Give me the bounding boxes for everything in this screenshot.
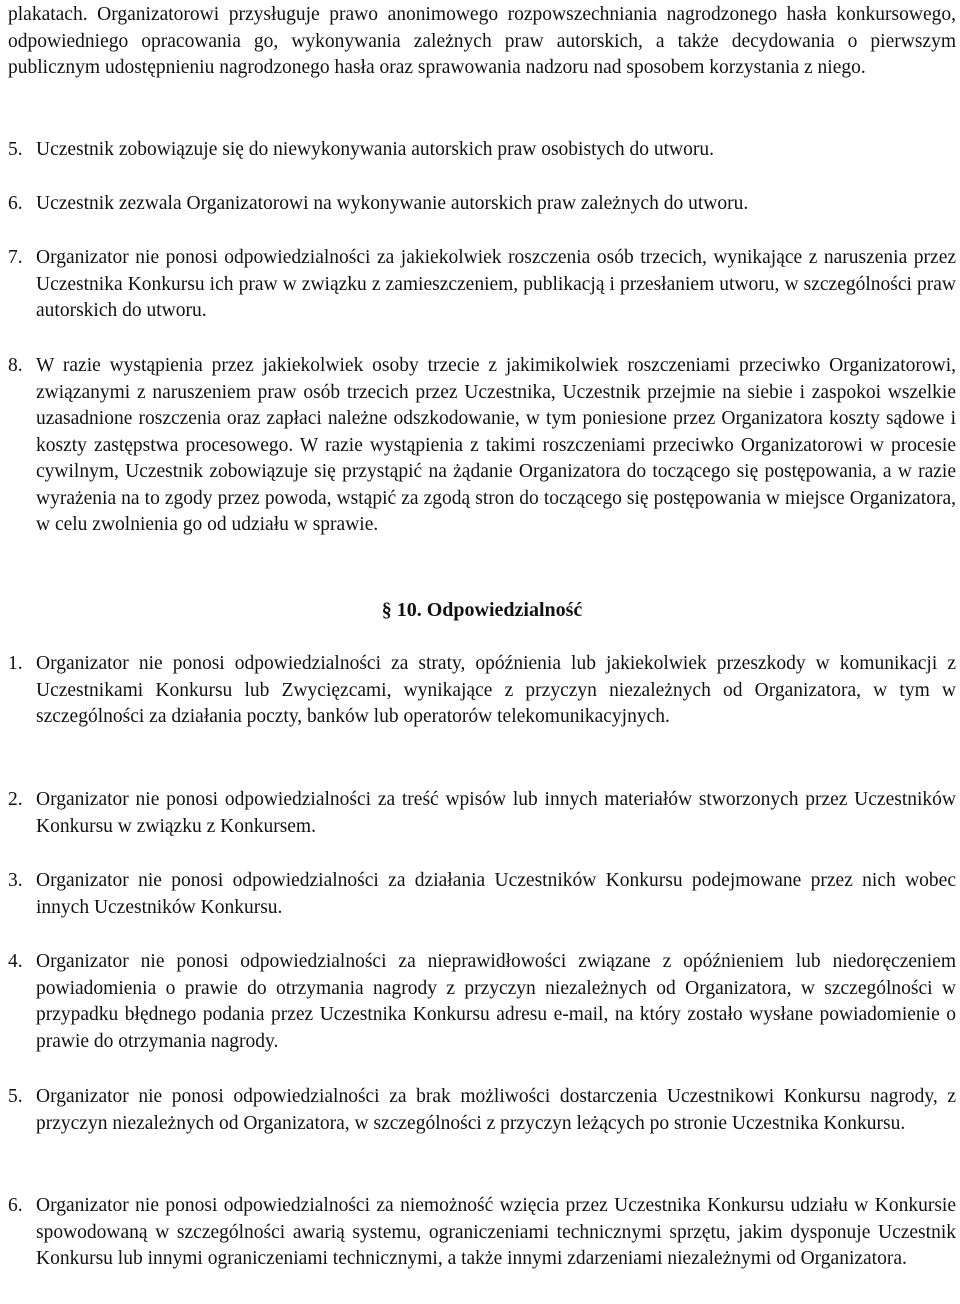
point-number: 4.	[8, 951, 23, 972]
section-title: § 10. Odpowiedzialność	[381, 599, 583, 621]
point-number: 6.	[8, 1195, 23, 1216]
point-number: 2.	[8, 789, 23, 810]
point-text: Uczestnik zobowiązuje się do niewykonywania autorskich praw osobistych do utworu.	[36, 139, 715, 160]
point-text: Organizator nie ponosi odpowiedzialności za straty, opóźnienia lub jakiekolwiek przeszkody w komunikacji z Uczestnikami Konkursu lub Zwycięzcami, wynikające z przyczyn niezależnych od Organizatora, w tym w szczególności za działania poczty, banków lub operatorów telekomunikacyjnych.	[36, 653, 956, 727]
point-text: Organizator nie ponosi odpowiedzialności za jakiekolwiek roszczenia osób trzecich, wynikające z naruszenia przez Uczestnika Konkursu ich praw w związku z zamieszczeniem, publikacją i przesłaniem utworu, w szczególności praw autorskich do utworu.	[36, 247, 956, 321]
point-number: 5.	[8, 139, 23, 160]
point-text: Organizator nie ponosi odpowiedzialności za działania Uczestników Konkursu podejmowane przez nich wobec innych Uczestników Konkursu.	[36, 870, 956, 918]
point-text: Organizator nie ponosi odpowiedzialności za niemożność wzięcia przez Uczestnika Konkursu udziału w Konkursie spowodowaną w szczególności awarią systemu, ograniczeniami technicznymi sprzętu, jakim dysponuje Uczestnik Konkursu lub innymi ograniczeniami technicznymi, a także innymi zdarzeniami niezależnymi od Organizatora.	[36, 1195, 956, 1269]
point-number: 1.	[8, 653, 23, 674]
point-text: W razie wystąpienia przez jakiekolwiek osoby trzecie z jakimikolwiek roszczeniami przeciwko Organizatorowi, związanymi z naruszeniem praw osób trzecich przez Uczestnika, Uczestnik przejmie na siebie i zaspokoi wszelkie uzasadnione roszczenia oraz zapłaci należne odszkodowanie, w tym poniesione przez Organizatora koszty sądowe i koszty zastępstwa procesowego. W razie wystąpienia z takimi roszczeniami przeciwko Organizatorowi w procesie cywilnym, Uczestnik zobowiązuje się przystąpić na żądanie Organizatora do toczącego się postępowania, a w razie wyrażenia na to zgody przez powoda, wstąpić za zgodą stron do toczącego się postępowania w miejsce Organizatora, w celu zwolnienia go od udziału w sprawie.	[36, 355, 956, 535]
intro-paragraph: plakatach. Organizatorowi przysługuje prawo anonimowego rozpowszechniania nagrodzonego hasła konkursowego, odpowiedniego opracowania go, wykonywania zależnych praw autorskich, a także decydowania o pierwszym publicznym udostępnieniu nagrodzonego hasła oraz sprawowania nadzoru nad sposobem korzystania z niego.	[8, 4, 956, 78]
point-text: Organizator nie ponosi odpowiedzialności za treść wpisów lub innych materiałów stworzonych przez Uczestników Konkursu w związku z Konkursem.	[36, 789, 956, 837]
point-text: Uczestnik zezwala Organizatorowi na wykonywanie autorskich praw zależnych do utworu.	[36, 193, 749, 214]
point-text: Organizator nie ponosi odpowiedzialności za brak możliwości dostarczenia Uczestnikowi Konkursu nagrody, z przyczyn niezależnych od Organizatora, w szczególności z przyczyn leżących po stronie Uczestnika Konkursu.	[36, 1086, 956, 1134]
point-number: 6.	[8, 193, 23, 214]
point-number: 5.	[8, 1086, 23, 1107]
point-number: 3.	[8, 870, 23, 891]
point-number: 8.	[8, 355, 23, 376]
point-number: 7.	[8, 247, 23, 268]
point-text: Organizator nie ponosi odpowiedzialności za nieprawidłowości związane z opóźnieniem lub niedoręczeniem powiadomienia o prawie do otrzymania nagrody z przyczyn niezależnych od Organizatora, w szczególności w przypadku błędnego podania przez Uczestnika Konkursu adresu e-mail, na który zostało wysłane powiadomienie o prawie do otrzymania nagrody.	[36, 951, 956, 1052]
